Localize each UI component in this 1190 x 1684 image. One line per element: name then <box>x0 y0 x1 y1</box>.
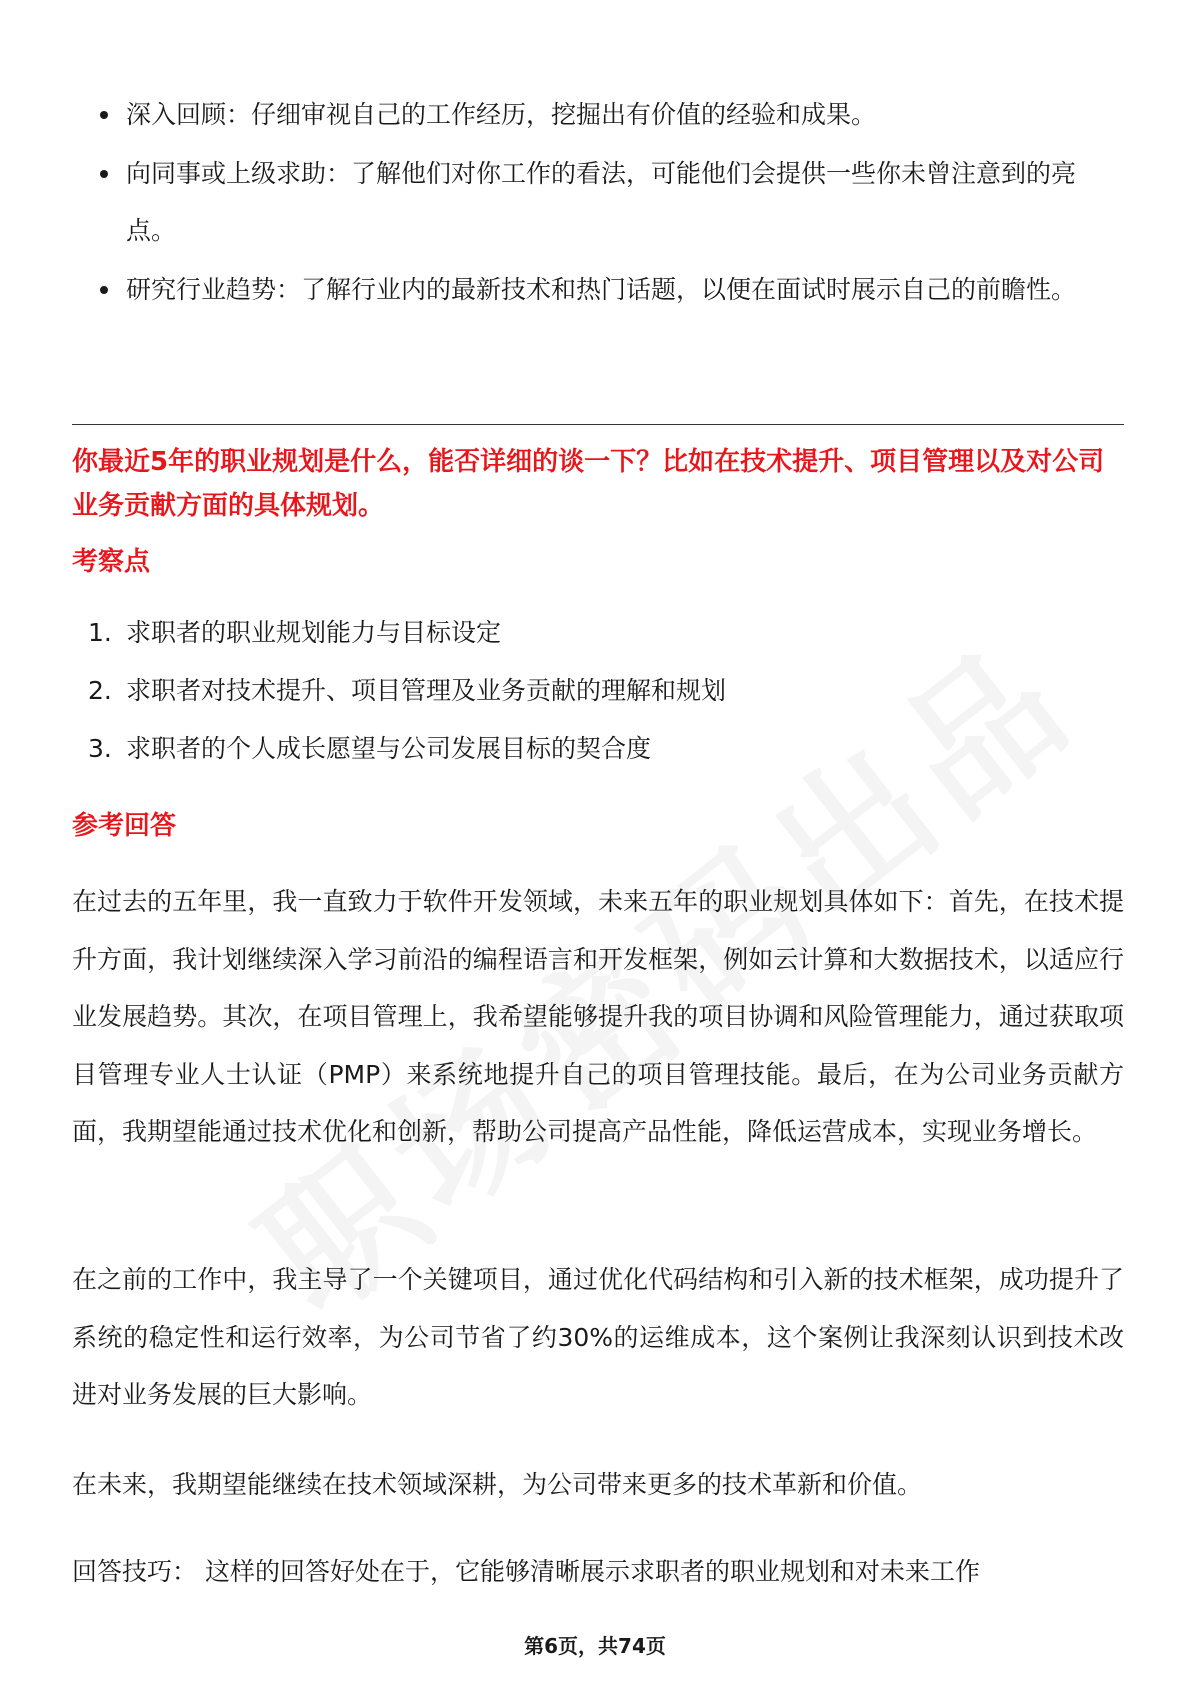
bullet-icon <box>100 170 108 178</box>
point-text: 求职者的职业规划能力与目标设定 <box>126 618 502 647</box>
interview-question: 你最近5年的职业规划是什么，能否详细的谈一下？比如在技术提升、项目管理以及对公司业务贡献方面的具体规划。 <box>72 447 1105 521</box>
point-text: 求职者的个人成长愿望与公司发展目标的契合度 <box>126 734 652 763</box>
assessment-points-heading: 考察点 <box>72 547 151 577</box>
answer-paragraph: 在过去的五年里，我一直致力于软件开发领域，未来五年的职业规划具体如下：首先，在技术提升方面，我计划继续深入学习前沿的编程语言和开发框架，例如云计算和大数据技术，以适应行业发展趋势。其次，在项目管理上，我希望能够提升我的项目协调和风险管理能力，通过获取项目管理专业人士认证（PMP）来系统地提升自己的项目管理技能。最后，在为公司业务贡献方面，我期望能通过技术优化和创新，帮助公司提高产品性能，降低运营成本，实现业务增长。 <box>72 887 1124 1146</box>
section-divider <box>72 424 1124 425</box>
point-text: 求职者对技术提升、项目管理及业务贡献的理解和规划 <box>126 676 727 705</box>
bullet-icon <box>100 111 108 119</box>
bullet-text: 研究行业趋势：了解行业内的最新技术和热门话题，以便在面试时展示自己的前瞻性。 <box>126 275 1077 304</box>
list-item <box>72 86 1124 143</box>
list-item <box>72 720 1124 778</box>
bullet-text: 深入回顾：仔细审视自己的工作经历，挖掘出有价值的经验和成果。 <box>126 100 877 129</box>
reference-answer-heading: 参考回答 <box>72 811 177 841</box>
answer-paragraph: 在未来，我期望能继续在技术领域深耕，为公司带来更多的技术革新和价值。 <box>72 1470 923 1499</box>
answer-paragraph: 在之前的工作中，我主导了一个关键项目，通过优化代码结构和引入新的技术框架，成功提升了系统的稳定性和运行效率，为公司节省了约30%的运维成本，这个案例让我深刻认识到技术改进对业务发展的巨大影响。 <box>72 1265 1124 1409</box>
bullet-icon <box>100 286 108 294</box>
list-item <box>72 662 1124 720</box>
list-item <box>72 261 1124 318</box>
list-number: 2. <box>88 676 112 705</box>
assessment-points-list <box>72 604 1124 778</box>
list-number: 1. <box>88 618 112 647</box>
page-number-footer: 第6页，共74页 <box>524 1634 666 1658</box>
list-number: 3. <box>88 734 112 763</box>
list-item <box>72 604 1124 662</box>
bullet-text: 向同事或上级求助：了解他们对你工作的看法，可能他们会提供一些你未曾注意到的亮点。 <box>126 159 1077 245</box>
list-item <box>72 145 1124 259</box>
answer-tips-paragraph: 回答技巧： 这样的回答好处在于，它能够清晰展示求职者的职业规划和对未来工作 <box>72 1557 980 1586</box>
tips-bullet-list <box>72 86 1124 320</box>
